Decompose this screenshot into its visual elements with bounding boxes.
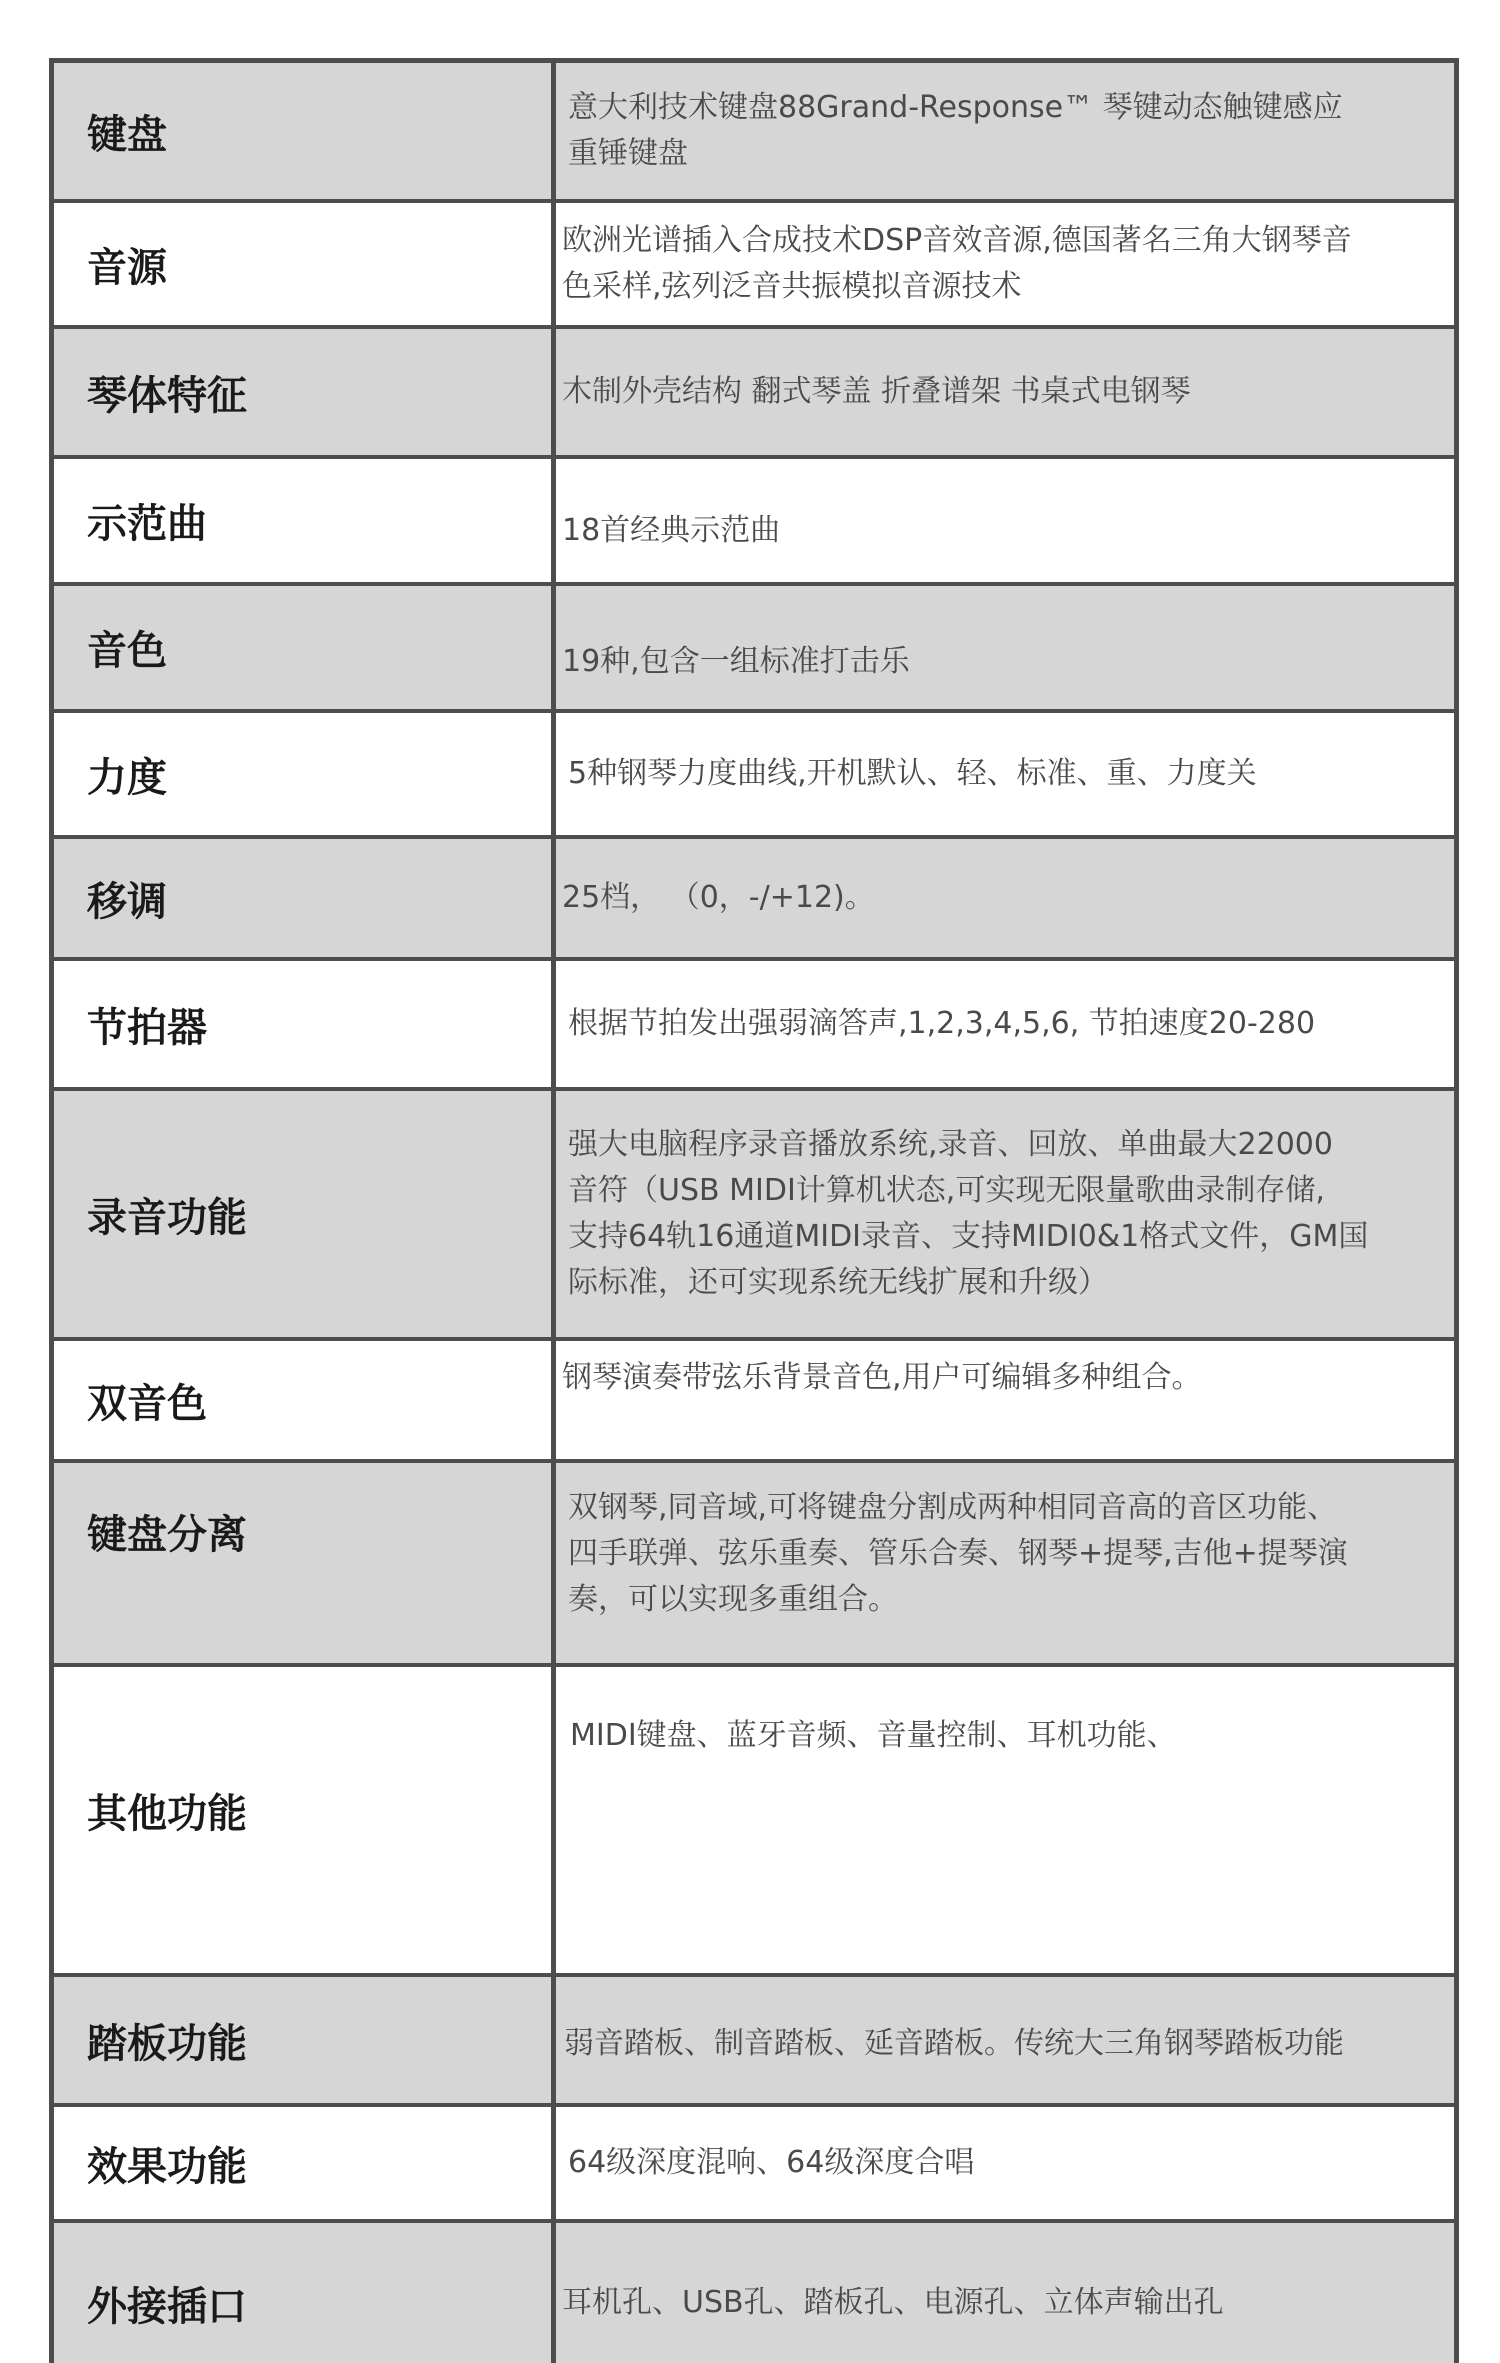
spec-label: 其他功能 xyxy=(54,1667,556,1973)
spec-value xyxy=(556,203,1454,325)
spec-table xyxy=(49,58,1459,2363)
spec-row-demo-songs xyxy=(54,459,1454,586)
spec-value xyxy=(556,839,1454,957)
spec-value-text: 18首经典示范曲 xyxy=(562,512,781,548)
spec-label: 外接插口 xyxy=(54,2223,556,2363)
spec-value-text: 19种,包含一组标准打击乐 xyxy=(562,643,910,679)
spec-label: 效果功能 xyxy=(54,2107,556,2219)
spec-row-pedals xyxy=(54,1977,1454,2107)
spec-label: 踏板功能 xyxy=(54,1977,556,2103)
spec-row-velocity xyxy=(54,713,1454,839)
spec-row-keyboard-split xyxy=(54,1463,1454,1667)
spec-value xyxy=(556,1463,1454,1663)
spec-value xyxy=(556,1977,1454,2103)
spec-value xyxy=(556,2223,1454,2363)
spec-value-text: 64级深度混响、64级深度合唱 xyxy=(568,2145,975,2180)
spec-row-dual-tone xyxy=(54,1341,1454,1463)
spec-row-connectors xyxy=(54,2223,1454,2363)
spec-row-tones xyxy=(54,586,1454,713)
spec-value xyxy=(556,329,1454,455)
spec-row-transpose xyxy=(54,839,1454,961)
spec-value xyxy=(556,586,1454,709)
spec-label: 录音功能 xyxy=(54,1091,556,1337)
spec-value-text: 欧洲光谱插入合成技术DSP音效音源,德国著名三角大钢琴音 色采样,弦列泛音共振模拟音源技术 xyxy=(562,223,1352,304)
spec-value-text: MIDI键盘、蓝牙音频、音量控制、耳机功能、 xyxy=(570,1718,1177,1753)
spec-value-text: 钢琴演奏带弦乐背景音色,用户可编辑多种组合。 xyxy=(562,1360,1202,1395)
spec-row-other-functions xyxy=(54,1667,1454,1977)
spec-value-text: 强大电脑程序录音播放系统,录音、回放、单曲最大22000 音符（USB MIDI计算机状态,可实现无限量歌曲录制存储, 支持64轨16通道MIDI录音、支持MIDI0&1格式文件，GM国 际标准，还可实现系统无线扩展和升级） xyxy=(568,1127,1369,1300)
spec-value xyxy=(556,1091,1454,1337)
spec-label: 键盘 xyxy=(54,63,556,199)
spec-row-effects xyxy=(54,2107,1454,2223)
spec-row-sound-source xyxy=(54,203,1454,329)
spec-value xyxy=(556,1667,1454,1973)
spec-row-recording xyxy=(54,1091,1454,1341)
spec-label: 移调 xyxy=(54,839,556,957)
spec-row-metronome xyxy=(54,961,1454,1091)
spec-value xyxy=(556,2107,1454,2219)
spec-value xyxy=(556,63,1454,199)
spec-value xyxy=(556,459,1454,582)
spec-value-text: 5种钢琴力度曲线,开机默认、轻、标准、重、力度关 xyxy=(568,756,1257,791)
spec-value-text: 根据节拍发出强弱滴答声,1,2,3,4,5,6, 节拍速度20-280 xyxy=(568,1006,1316,1041)
spec-label: 音源 xyxy=(54,203,556,325)
spec-label: 琴体特征 xyxy=(54,329,556,455)
spec-value-text: 耳机孔、USB孔、踏板孔、电源孔、立体声输出孔 xyxy=(562,2285,1224,2320)
spec-label: 节拍器 xyxy=(54,961,556,1087)
spec-row-keyboard xyxy=(54,63,1454,203)
spec-value-text: 弱音踏板、制音踏板、延音踏板。传统大三角钢琴踏板功能 xyxy=(564,2026,1344,2061)
spec-label: 力度 xyxy=(54,713,556,835)
spec-value xyxy=(556,1341,1454,1459)
spec-label: 音色 xyxy=(54,586,556,709)
spec-value xyxy=(556,961,1454,1087)
spec-label: 示范曲 xyxy=(54,459,556,582)
spec-label: 双音色 xyxy=(54,1341,556,1459)
spec-value-text: 25档， （0，-/+12)。 xyxy=(562,880,875,915)
spec-row-body-features xyxy=(54,329,1454,459)
spec-value-text: 木制外壳结构 翻式琴盖 折叠谱架 书桌式电钢琴 xyxy=(562,374,1191,409)
spec-value-text: 双钢琴,同音域,可将键盘分割成两种相同音高的音区功能、 四手联弹、弦乐重奏、管乐合奏、钢琴+提琴,吉他+提琴演 奏，可以实现多重组合。 xyxy=(568,1490,1348,1617)
spec-value xyxy=(556,713,1454,835)
spec-label: 键盘分离 xyxy=(54,1463,556,1663)
spec-value-text: 意大利技术键盘88Grand-Response™ 琴键动态触键感应 重锤键盘 xyxy=(568,90,1343,171)
